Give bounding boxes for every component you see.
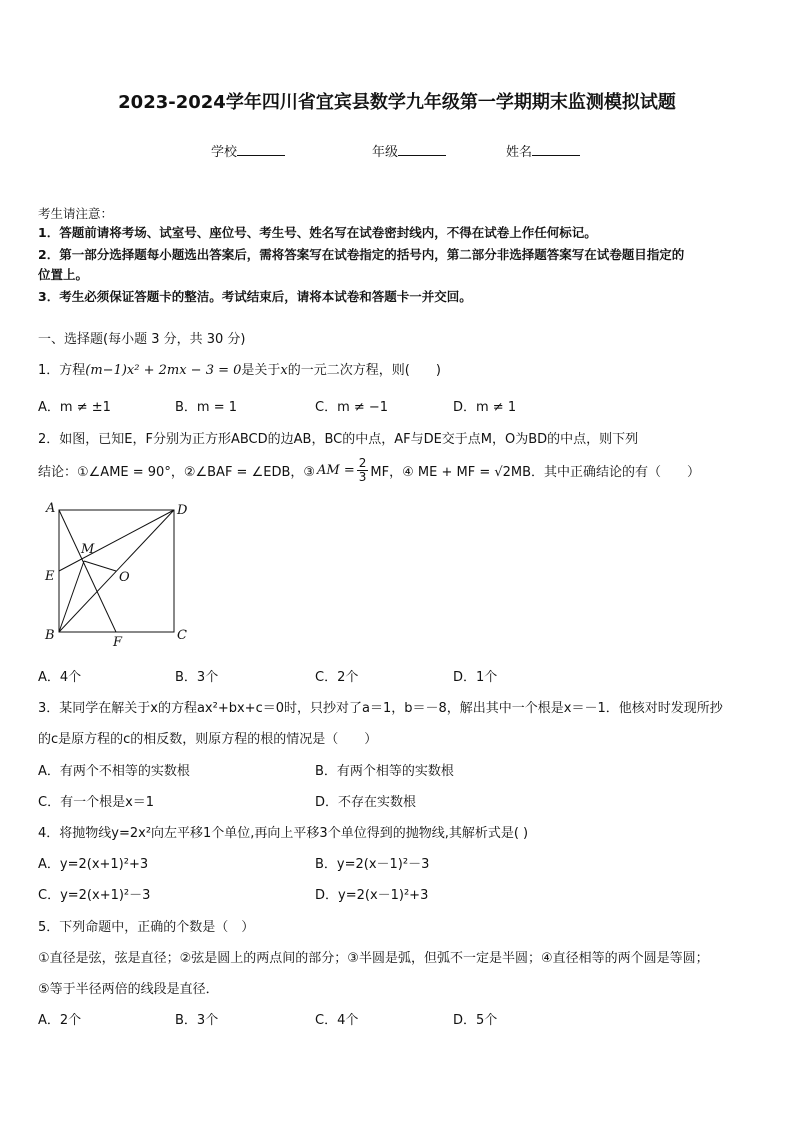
q2-frac-num: 2 [358, 455, 367, 470]
q2-line-1: 2．如图，已知E，F分别为正方形ABCD的边AB，BC的中点，AF与DE交于点M，O为BD的中点，则下列 [38, 432, 639, 447]
name-blank[interactable] [532, 143, 580, 156]
grade-label: 年级 [372, 145, 399, 160]
q1-option-b[interactable]: B．m = 1 [175, 400, 238, 415]
label-a: A [46, 501, 56, 516]
segment-de [59, 510, 174, 571]
school-blank[interactable] [237, 143, 285, 156]
q4-line-1: 4．将抛物线y=2x²向左平移1个单位,再向上平移3个单位得到的抛物线,其解析式是( ) [38, 826, 529, 841]
q1-text-b: 是关于 [241, 363, 281, 378]
q2-option-a[interactable]: A．4个 [38, 670, 82, 685]
q5-option-a[interactable]: A．2个 [38, 1013, 82, 1028]
q3-line-1: 3．某同学在解关于x的方程ax²+bx+c＝0时，只抄对了a＝1，b＝－8，解出其中一个根是x＝－1．他核对时发现所抄 [38, 701, 723, 716]
q1-text-a: 1．方程 [38, 363, 86, 378]
q5-option-b[interactable]: B．3个 [175, 1013, 219, 1028]
school-label: 学校 [211, 145, 238, 160]
segment-mo [84, 561, 116, 571]
segment-bd [59, 510, 174, 632]
segment-af [59, 510, 116, 632]
name-field[interactable] [506, 141, 580, 160]
q2-line-2 [38, 452, 700, 488]
label-o: O [119, 570, 130, 585]
name-label: 姓名 [506, 145, 533, 160]
q2-line-2a: 结论：①∠AME = 90°，②∠BAF = ∠EDB，③ [38, 464, 316, 480]
q5-line-2: ①直径是弦，弦是直径；②弦是圆上的两点间的部分；③半圆是弧，但弧不一定是半圆；④直径相等的两个圆是等圆； [38, 951, 709, 966]
notice-heading: 考生请注意： [38, 206, 114, 221]
q1-equation: (m−1)x² + 2mx − 3 = 0 [85, 363, 242, 378]
school-field[interactable] [211, 141, 285, 160]
square-figure [36, 498, 196, 650]
q3-line-2: 的c是原方程的c的相反数，则原方程的根的情况是（ ） [38, 732, 378, 747]
q3-option-d[interactable]: D．不存在实数根 [315, 795, 417, 810]
q3-option-c[interactable]: C．有一个根是x＝1 [38, 795, 155, 810]
label-m: M [81, 542, 95, 557]
q5-option-d[interactable]: D．5个 [453, 1013, 498, 1028]
q2-option-b[interactable]: B．3个 [175, 670, 219, 685]
q1-text-c: 的一元二次方程，则( ) [287, 363, 441, 378]
q2-line-2c: MF，④ ME + MF = √2MB．其中正确结论的有（ ） [370, 464, 701, 480]
q2-line-2b: AM = [317, 462, 355, 478]
notice-item-1: 1．答题前请将考场、试室号、座位号、考生号、姓名写在试卷密封线内，不得在试卷上作任何标记。 [38, 225, 597, 240]
notice-item-3: 3．考生必须保证答题卡的整洁。考试结束后，请将本试卷和答题卡一并交回。 [38, 289, 472, 304]
label-c: C [177, 628, 187, 643]
q2-frac-den: 3 [358, 469, 367, 484]
notice-item-2-cont: 位置上。 [38, 267, 89, 282]
question-1 [38, 359, 441, 378]
q1-option-c[interactable]: C．m ≠ −1 [315, 400, 389, 415]
q1-var: x [280, 363, 288, 378]
q1-option-d[interactable]: D．m ≠ 1 [453, 400, 517, 415]
q4-option-d[interactable]: D．y=2(x－1)²+3 [315, 888, 429, 903]
q3-option-a[interactable]: A．有两个不相等的实数根 [38, 764, 190, 779]
grade-blank[interactable] [398, 143, 446, 156]
q3-option-b[interactable]: B．有两个相等的实数根 [315, 764, 454, 779]
page-title: 2023-2024学年四川省宜宾县数学九年级第一学期期末监测模拟试题 [118, 92, 676, 113]
q2-fraction [357, 457, 369, 484]
label-e: E [45, 569, 55, 584]
label-d: D [177, 503, 188, 518]
q4-option-b[interactable]: B．y=2(x－1)²－3 [315, 857, 430, 872]
q5-line-3: ⑤等于半径两倍的线段是直径． [38, 982, 219, 997]
q4-option-c[interactable]: C．y=2(x+1)²－3 [38, 888, 151, 903]
q1-option-a[interactable]: A．m ≠ ±1 [38, 400, 111, 415]
q4-option-a[interactable]: A．y=2(x+1)²+3 [38, 857, 149, 872]
q5-option-c[interactable]: C．4个 [315, 1013, 359, 1028]
label-b: B [45, 628, 55, 643]
notice-item-2: 2．第一部分选择题每小题选出答案后，需将答案写在试卷指定的括号内，第二部分非选择题答案写在试卷题目指定的 [38, 247, 685, 262]
label-f: F [113, 635, 123, 650]
section-heading: 一、选择题(每小题 3 分，共 30 分) [38, 332, 246, 347]
q2-option-c[interactable]: C．2个 [315, 670, 359, 685]
q5-line-1: 5．下列命题中，正确的个数是（ ） [38, 920, 255, 935]
grade-field[interactable] [372, 141, 446, 160]
segment-bm [59, 561, 84, 632]
q2-option-d[interactable]: D．1个 [453, 670, 498, 685]
